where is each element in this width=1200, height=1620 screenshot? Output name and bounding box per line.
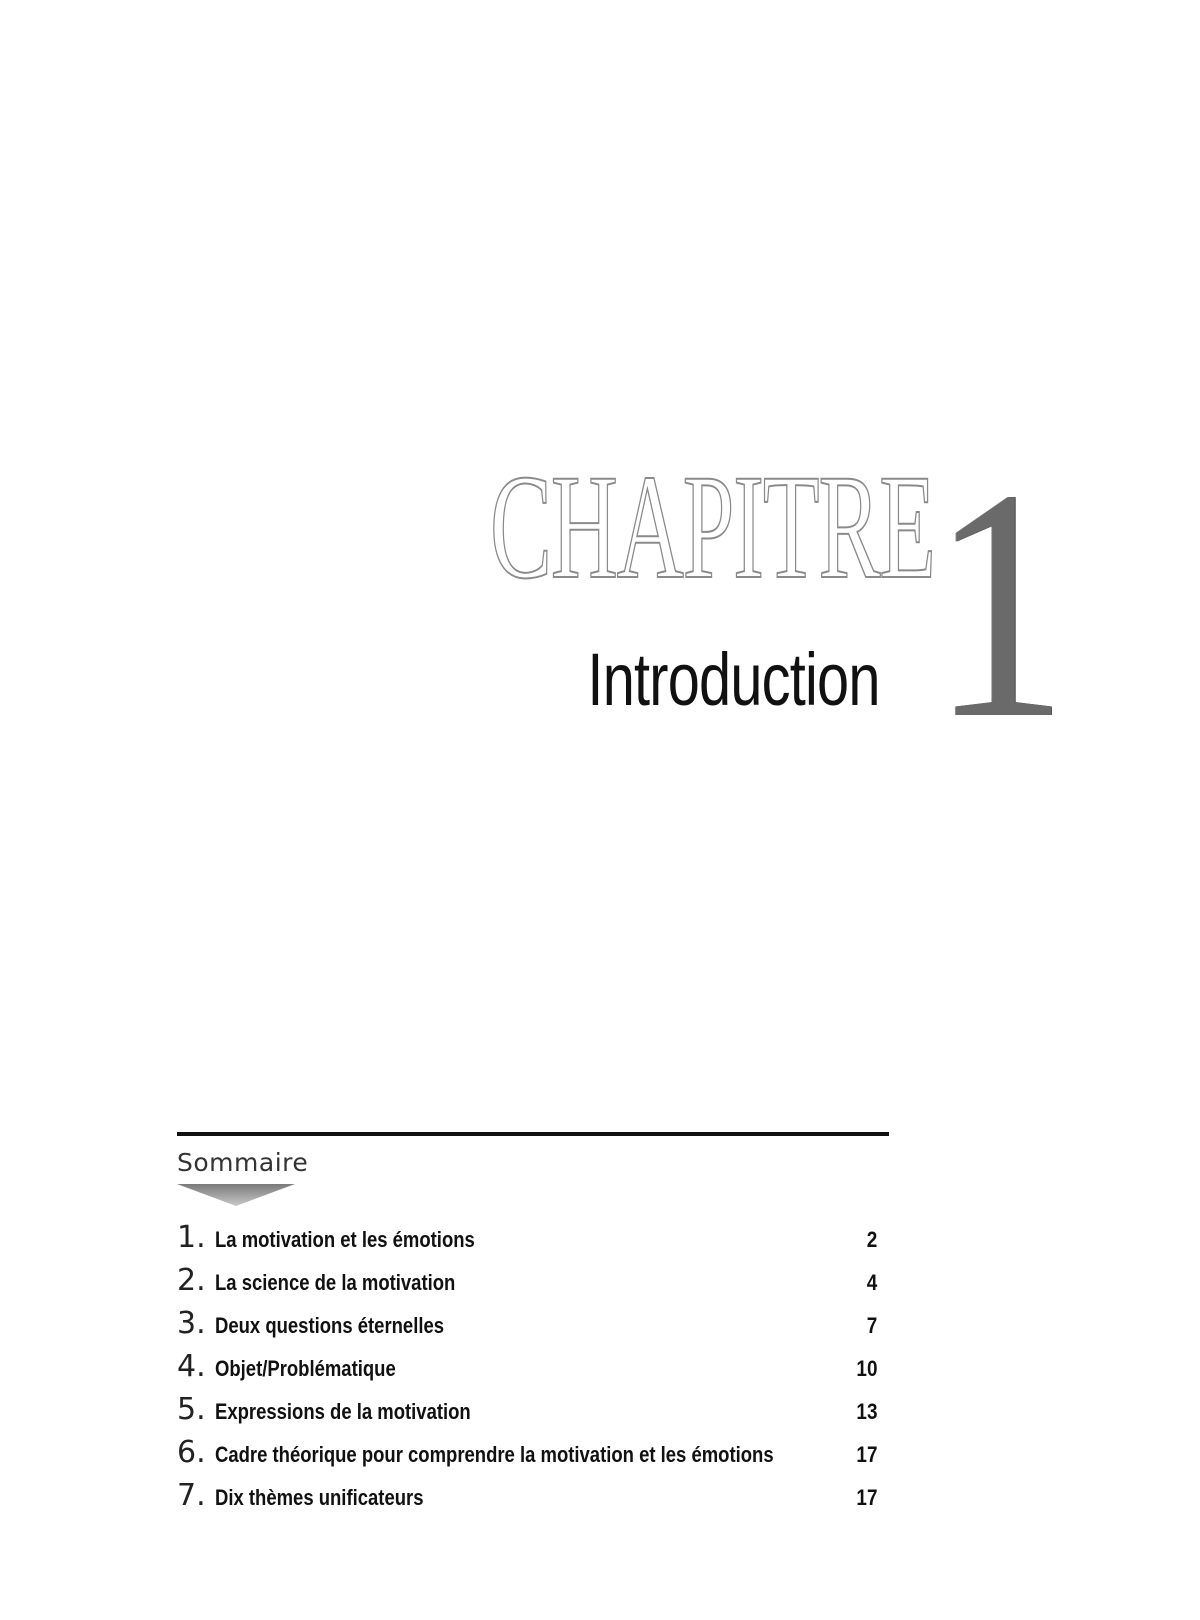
toc-item[interactable]	[177, 1261, 889, 1304]
toc-item[interactable]	[177, 1476, 889, 1519]
chapter-number: 1	[932, 422, 1068, 787]
toc-page-number: 10	[855, 1356, 877, 1381]
toc-number: 1.	[177, 1220, 206, 1255]
toc-item[interactable]	[177, 1433, 889, 1476]
chapter-header	[0, 0, 1200, 800]
chapter-title: Introduction	[587, 638, 880, 721]
toc-number: 6.	[177, 1435, 206, 1470]
toc-item[interactable]	[177, 1347, 889, 1390]
toc-label: Dix thèmes unificateurs	[215, 1485, 424, 1510]
toc-label: La science de la motivation	[215, 1270, 456, 1295]
down-arrow-icon	[177, 1182, 295, 1208]
toc-page-number: 17	[855, 1442, 877, 1467]
toc-page-number: 7	[866, 1313, 877, 1338]
toc-label: Expressions de la motivation	[215, 1399, 471, 1424]
summary-heading: Sommaire	[177, 1148, 309, 1177]
toc-item[interactable]	[177, 1390, 889, 1433]
toc-label: Deux questions éternelles	[215, 1313, 445, 1338]
toc-label: La motivation et les émotions	[215, 1227, 475, 1252]
toc-label: Cadre théorique pour comprendre la motivation et les émotions	[215, 1442, 774, 1467]
toc-number: 7.	[177, 1478, 206, 1513]
toc-page-number: 17	[855, 1485, 877, 1510]
toc-label: Objet/Problématique	[215, 1356, 396, 1381]
toc-item[interactable]	[177, 1304, 889, 1347]
toc-item[interactable]	[177, 1218, 889, 1261]
summary-section	[177, 1132, 889, 1519]
toc-number: 2.	[177, 1263, 206, 1298]
table-of-contents	[177, 1218, 889, 1519]
summary-divider	[177, 1132, 889, 1136]
toc-number: 3.	[177, 1306, 206, 1341]
chapter-label: CHAPITRE	[490, 444, 935, 610]
toc-page-number: 4	[866, 1270, 877, 1295]
toc-page-number: 13	[855, 1399, 877, 1424]
toc-number: 4.	[177, 1349, 206, 1384]
toc-number: 5.	[177, 1392, 206, 1427]
toc-page-number: 2	[866, 1227, 877, 1252]
